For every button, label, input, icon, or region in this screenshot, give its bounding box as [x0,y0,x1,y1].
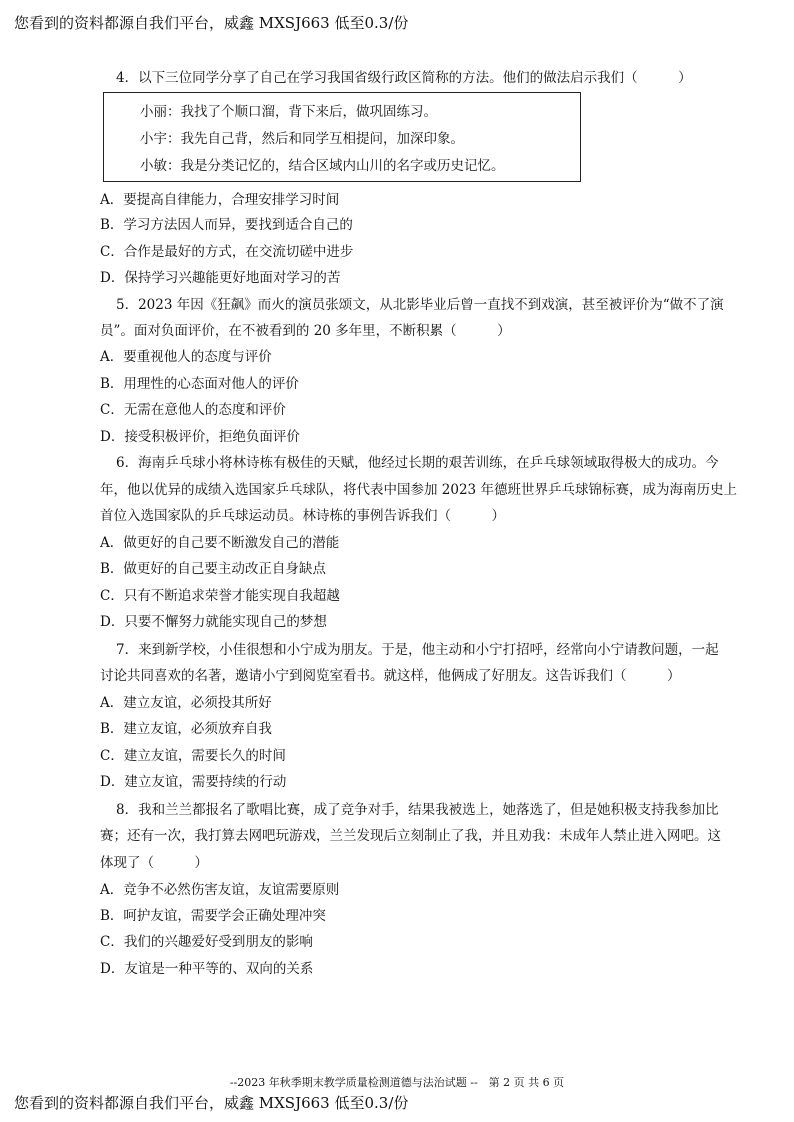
question-6-option-d: D．只要不懈努力就能实现自己的梦想 [100,614,327,630]
question-6-stem-line-1: 6．海南乒乓球小将林诗栋有极佳的天赋，他经过长期的艰苦训练，在乒乓球领域取得极大的成功。今 [116,455,719,471]
question-6-option-b: B．做更好的自己要主动改正自身缺点 [100,561,326,577]
quote-line-xiaoli: 小丽：我找了个顺口溜，背下来后，做巩固练习。 [140,104,437,120]
question-7-stem-line-2: 讨论共同喜欢的名著，邀请小宁到阅览室看书。就这样，他俩成了好朋友。这告诉我们（ ） [100,668,681,684]
question-8-stem-line-3: 体现了（ ） [100,855,208,871]
page-footer: --2023 年秋季期末教学质量检测道德与法治试题 -- 第 2 页 共 6 页 [229,1076,565,1089]
question-8-stem-line-1: 8．我和兰兰都报名了歌唱比赛，成了竞争对手，结果我被选上，她落选了，但是她积极支持我参加比 [116,802,719,818]
question-8-stem-line-2: 赛；还有一次，我打算去网吧玩游戏，兰兰发现后立刻制止了我，并且劝我：未成年人禁止进入网吧。这 [100,828,721,844]
question-4-option-b: B．学习方法因人而异，要找到适合自己的 [100,217,353,233]
question-8-option-b: B．呵护友谊，需要学会正确处理冲突 [100,908,326,924]
question-7-stem-line-1: 7．来到新学校，小佳很想和小宁成为朋友。于是，他主动和小宁打招呼，经常向小宁请教问题，一起 [116,642,719,658]
question-6-stem-line-2: 年，他以优异的成绩入选国家乒乓球队，将代表中国参加 2023 年德班世界乒乓球锦标赛，成为海南历史上 [100,482,737,498]
banner-bottom: 您看到的资料都源自我们平台，威鑫 MXSJ663 低至0.3/份 [14,1094,409,1112]
question-5-option-a: A．要重视他人的态度与评价 [100,349,272,365]
question-6-option-a: A．做更好的自己要不断激发自己的潜能 [100,535,340,551]
question-8-option-d: D．友谊是一种平等的、双向的关系 [100,961,314,977]
question-4-option-d: D．保持学习兴趣能更好地面对学习的苦 [100,270,341,286]
quote-line-xiaoyu: 小宇：我先自己背，然后和同学互相提问，加深印象。 [140,131,464,147]
banner-top: 您看到的资料都源自我们平台，威鑫 MXSJ663 低至0.3/份 [14,14,409,32]
question-8-option-a: A．竞争不必然伤害友谊，友谊需要原则 [100,882,340,898]
question-4-stem-line-1: 4．以下三位同学分享了自己在学习我国省级行政区简称的方法。他们的做法启示我们（ ） [116,70,692,86]
quote-line-xiaomin: 小敏：我是分类记忆的，结合区域内山川的名字或历史记忆。 [140,158,505,174]
question-5-stem-line-1: 5．2023 年因《狂飙》而火的演员张颂文，从北影毕业后曾一直找不到戏演，甚至被评价为“做不了演 [116,297,724,313]
question-6-stem-line-3: 首位入选国家队的乒乓球运动员。林诗栋的事例告诉我们（ ） [100,508,505,524]
question-7-option-b: B．建立友谊，必须放弃自我 [100,721,272,737]
question-4-option-c: C．合作是最好的方式，在交流切磋中进步 [100,244,354,260]
question-5-option-b: B．用理性的心态面对他人的评价 [100,376,299,392]
question-5-option-c: C．无需在意他人的态度和评价 [100,402,286,418]
question-5-option-d: D．接受积极评价，拒绝负面评价 [100,429,300,445]
question-7-option-d: D．建立友谊，需要持续的行动 [100,774,287,790]
question-8-option-c: C．我们的兴趣爱好受到朋友的影响 [100,934,313,950]
question-7-option-c: C．建立友谊，需要长久的时间 [100,748,286,764]
question-4-quote-box [103,92,581,182]
question-4-option-a: A．要提高自律能力，合理安排学习时间 [100,192,340,208]
question-7-option-a: A．建立友谊，必须投其所好 [100,695,272,711]
question-6-option-c: C．只有不断追求荣誉才能实现自我超越 [100,588,340,604]
question-5-stem-line-2: 员”。面对负面评价，在不被看到的 20 多年里，不断积累（ ） [100,323,511,339]
